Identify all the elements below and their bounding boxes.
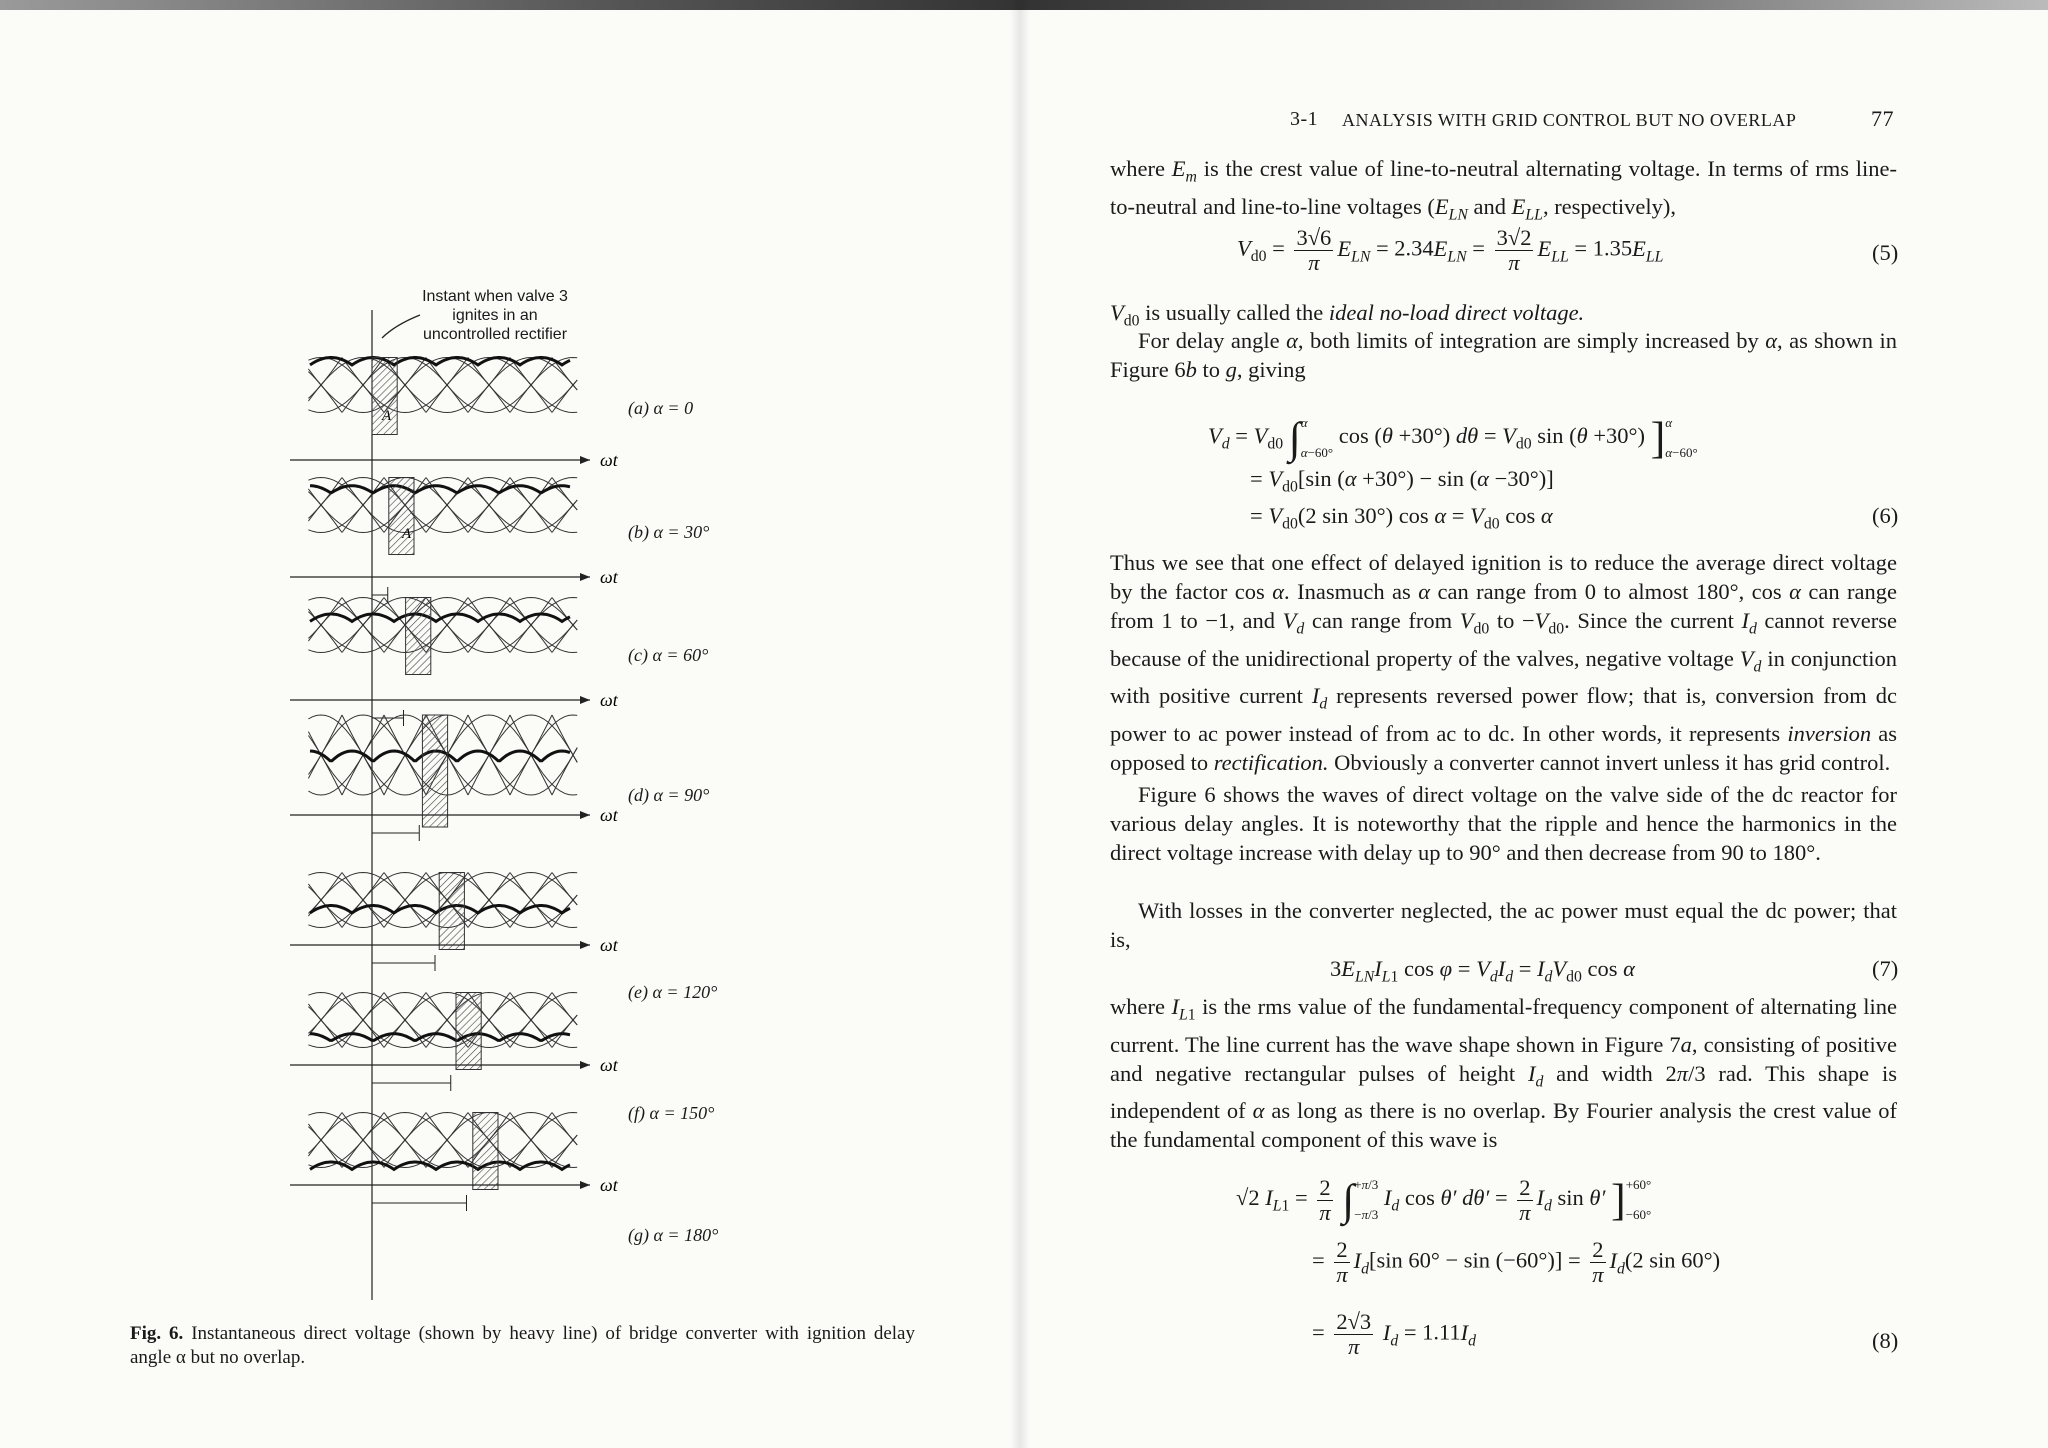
panel-label-f: (f) α = 150° — [628, 1103, 715, 1123]
phase-wave — [468, 598, 577, 653]
phase-wave-neg — [308, 358, 426, 413]
axis-label-omega-t: ωt — [600, 935, 618, 955]
phase-wave — [308, 1113, 384, 1168]
figure-caption — [130, 1322, 915, 1370]
panel-label-b: (b) α = 30° — [628, 522, 710, 542]
phase-wave-neg — [552, 1113, 577, 1145]
phase-wave — [308, 492, 342, 533]
caption-label: Fig. 6. — [130, 1323, 184, 1344]
shaded-area — [406, 598, 431, 675]
axis-label-omega-t: ωt — [600, 1175, 618, 1195]
paragraph-5: Figure 6 shows the waves of direct voltage on the valve side of the dc reactor for various delay angles. It is noteworthy that the ripple and hence the harmonics in the direct voltage increase with delay up to 90° and then decrease from 90 to 180°. — [1110, 782, 1897, 865]
phase-wave — [510, 873, 577, 928]
phase-wave-neg — [552, 715, 577, 762]
equation-6-line-3: = $V_{d0}(2$ sin 30°) $\cos \alpha = V_{d0}$ cos α — [1250, 503, 1553, 533]
shaded-area — [456, 993, 481, 1070]
phase-wave-neg — [308, 598, 384, 653]
phase-wave — [468, 993, 577, 1048]
panel-label-c: (c) α = 60° — [628, 645, 709, 665]
direct-voltage-heavy-line — [310, 486, 570, 493]
shaded-area — [473, 1113, 498, 1190]
paragraph-2: $V_{d0}$ is usually called the ideal no-load direct voltage. — [1110, 300, 1585, 330]
phase-wave — [510, 715, 577, 795]
axis-label-omega-t: ωt — [600, 450, 618, 470]
equation-5-number: (5) — [1872, 240, 1899, 265]
axis-arrow — [580, 573, 590, 581]
phase-wave-neg — [308, 1113, 426, 1168]
axis-arrow — [580, 941, 590, 949]
running-head-title: ANALYSIS WITH GRID CONTROL BUT NO OVERLAP — [1342, 110, 1797, 130]
annotation-line-2: ignites in an — [452, 307, 538, 324]
phase-wave-neg — [510, 715, 577, 795]
phase-wave — [510, 1113, 577, 1168]
equation-7: $3E_{LN}I_{L1}$ $\cos \varphi = V_dI_d = I_dV_{d0}$ cos α — [1330, 956, 1635, 986]
book-gutter — [1010, 0, 1030, 1448]
phase-wave-neg — [510, 873, 577, 928]
annotation-leader — [382, 315, 420, 338]
phase-wave — [468, 873, 577, 928]
phase-wave — [510, 598, 577, 653]
equation-8-line-2: = $\frac{2}{\pi}$ $I_d[\sin$ 60° − sin (−60°)] = $\frac{2}{\pi}$ $I_d(2$ sin 60°) — [1312, 1237, 1721, 1287]
phase-wave-neg — [308, 715, 342, 775]
phase-wave — [308, 358, 426, 413]
annotation-line-1: Instant when valve 3 — [422, 288, 568, 305]
phase-wave — [308, 1113, 426, 1168]
running-head-section: 3-1 — [1290, 108, 1319, 130]
axis-arrow — [580, 1061, 590, 1069]
phase-wave-neg — [510, 1113, 577, 1168]
axis-arrow — [580, 1181, 590, 1189]
axis-arrow — [580, 696, 590, 704]
shaded-area — [389, 478, 414, 555]
phase-wave — [308, 598, 384, 653]
phase-wave-neg — [552, 873, 577, 905]
equation-6-number: (6) — [1872, 503, 1899, 528]
paragraph-6: With losses in the converter neglected, the ac power must equal the dc power; that is, — [1110, 898, 1897, 952]
panel-label-g: (g) α = 180° — [628, 1225, 719, 1245]
direct-voltage-heavy-line — [310, 1034, 570, 1041]
axis-arrow — [580, 811, 590, 819]
axis-label-omega-t: ωt — [600, 690, 618, 710]
axis-arrow — [580, 456, 590, 464]
paragraph-3: For delay angle α, both limits of integration are simply increased by α, as shown in Figure 6b to g, giving — [1110, 328, 1897, 382]
phase-wave — [308, 736, 342, 796]
phase-wave — [308, 1007, 342, 1048]
phase-wave-neg — [468, 598, 577, 653]
paragraph-4: Thus we see that one effect of delayed ignition is to reduce the average direct voltage by the factor cos α. Inasmuch as α can range from 0 to almost 180°, cos α can range from 1 to −1, and $V_d$ can range from $V_{d0}$ to $-V_{d0}$. Since the current $I_d$ cannot reverse because of the unidirectional property of the valves, negative voltage $V_d$ in conjunction with positive current $I_d$ represents reversed power flow; that is, conversion from dc power to ac power instead of from ac to dc. In other words, it represents inversion as opposed to rectification. Obviously a converter cannot invert unless it has grid control. — [1110, 550, 1897, 775]
phase-wave-neg — [468, 993, 577, 1048]
equation-7-number: (7) — [1872, 956, 1899, 981]
equation-6-line-2: = $V_{d0}[\sin$ (α +30°) − sin (α −30°)] — [1250, 466, 1554, 496]
area-label-a: A — [382, 408, 392, 424]
phase-wave-neg — [510, 598, 577, 653]
phase-wave-neg — [308, 478, 342, 519]
paragraph-1: where $E_m$ is the crest value of line-to-neutral alternating voltage. In terms of rms line-to-neutral and line-to-line voltages ($E_{LN}$ and $E_{LL}$, respectively), — [1110, 156, 1897, 223]
annotation-line-3: uncontrolled rectifier — [422, 326, 568, 343]
panel-label-d: (d) α = 90° — [628, 785, 710, 805]
page-number: 77 — [1871, 106, 1894, 131]
phase-wave — [468, 715, 577, 795]
phase-wave-neg — [308, 873, 384, 928]
paragraph-7: where $I_{L1}$ is the rms value of the fundamental-frequency component of alternating line current. The line current has the wave shape shown in Figure 7a, consisting of positive and negative rectangular pulses of height $I_d$ and width 2π/3 rad. This shape is independent of α as long as there is no overlap. By Fourier analysis the crest value of the fundamental component of this wave is — [1110, 994, 1897, 1152]
direct-voltage-heavy-line — [310, 1162, 570, 1169]
phase-wave-neg — [308, 993, 342, 1034]
axis-label-omega-t: ωt — [600, 1055, 618, 1075]
shaded-area — [422, 715, 447, 827]
phase-wave-neg — [308, 1113, 342, 1154]
phase-wave-neg — [468, 873, 577, 928]
shaded-area — [439, 873, 464, 950]
axis-label-omega-t: ωt — [600, 805, 618, 825]
equation-8-number: (8) — [1872, 1328, 1899, 1353]
panel-label-e: (e) α = 120° — [628, 982, 718, 1002]
phase-wave — [308, 873, 384, 928]
phase-wave-neg — [308, 873, 426, 928]
direct-voltage-heavy-line — [310, 614, 570, 621]
phase-wave-neg — [552, 598, 577, 630]
phase-wave-neg — [468, 715, 577, 795]
phase-wave — [308, 372, 342, 413]
phase-wave-neg — [552, 993, 577, 1025]
equation-6-line-1: $V_d = V_{d0}$ ∫α α−60° cos (θ +30°) $d\theta = V_{d0}$ sin (θ +30°) ]α α−60° — [1208, 413, 1698, 463]
axis-label-omega-t: ωt — [600, 567, 618, 587]
phase-wave-neg — [308, 1113, 384, 1168]
area-label-a: A — [402, 526, 412, 542]
equation-8-line-3: = $\frac{2√3}{\pi}$ $I_d = 1.11I_d$ — [1312, 1309, 1477, 1359]
caption-text: Instantaneous direct voltage (shown by heavy line) of bridge converter with ignition delay angle α but no overlap. — [130, 1323, 915, 1368]
equation-8-line-1: √2 $I_{L1}$ = $\frac{2}{\pi}$ ∫+π/3 −π/3 $I_d$ cos θ′ dθ′ = $\frac{2}{\pi}$ $I_d$ sin θ′ ]+60° −60° — [1236, 1174, 1652, 1225]
phase-wave — [308, 873, 426, 928]
equation-5: $V_{d0}$ = $\frac{3√6}{\pi}$ $E_{LN} = 2.34E_{LN}$ = $\frac{3√2}{\pi}$ $E_{LL} = 1.35E_{LL}$ — [1237, 225, 1664, 275]
panel-label-a: (a) α = 0 — [628, 398, 694, 418]
waveform-figure — [290, 280, 650, 1320]
phase-wave-neg — [552, 478, 577, 510]
